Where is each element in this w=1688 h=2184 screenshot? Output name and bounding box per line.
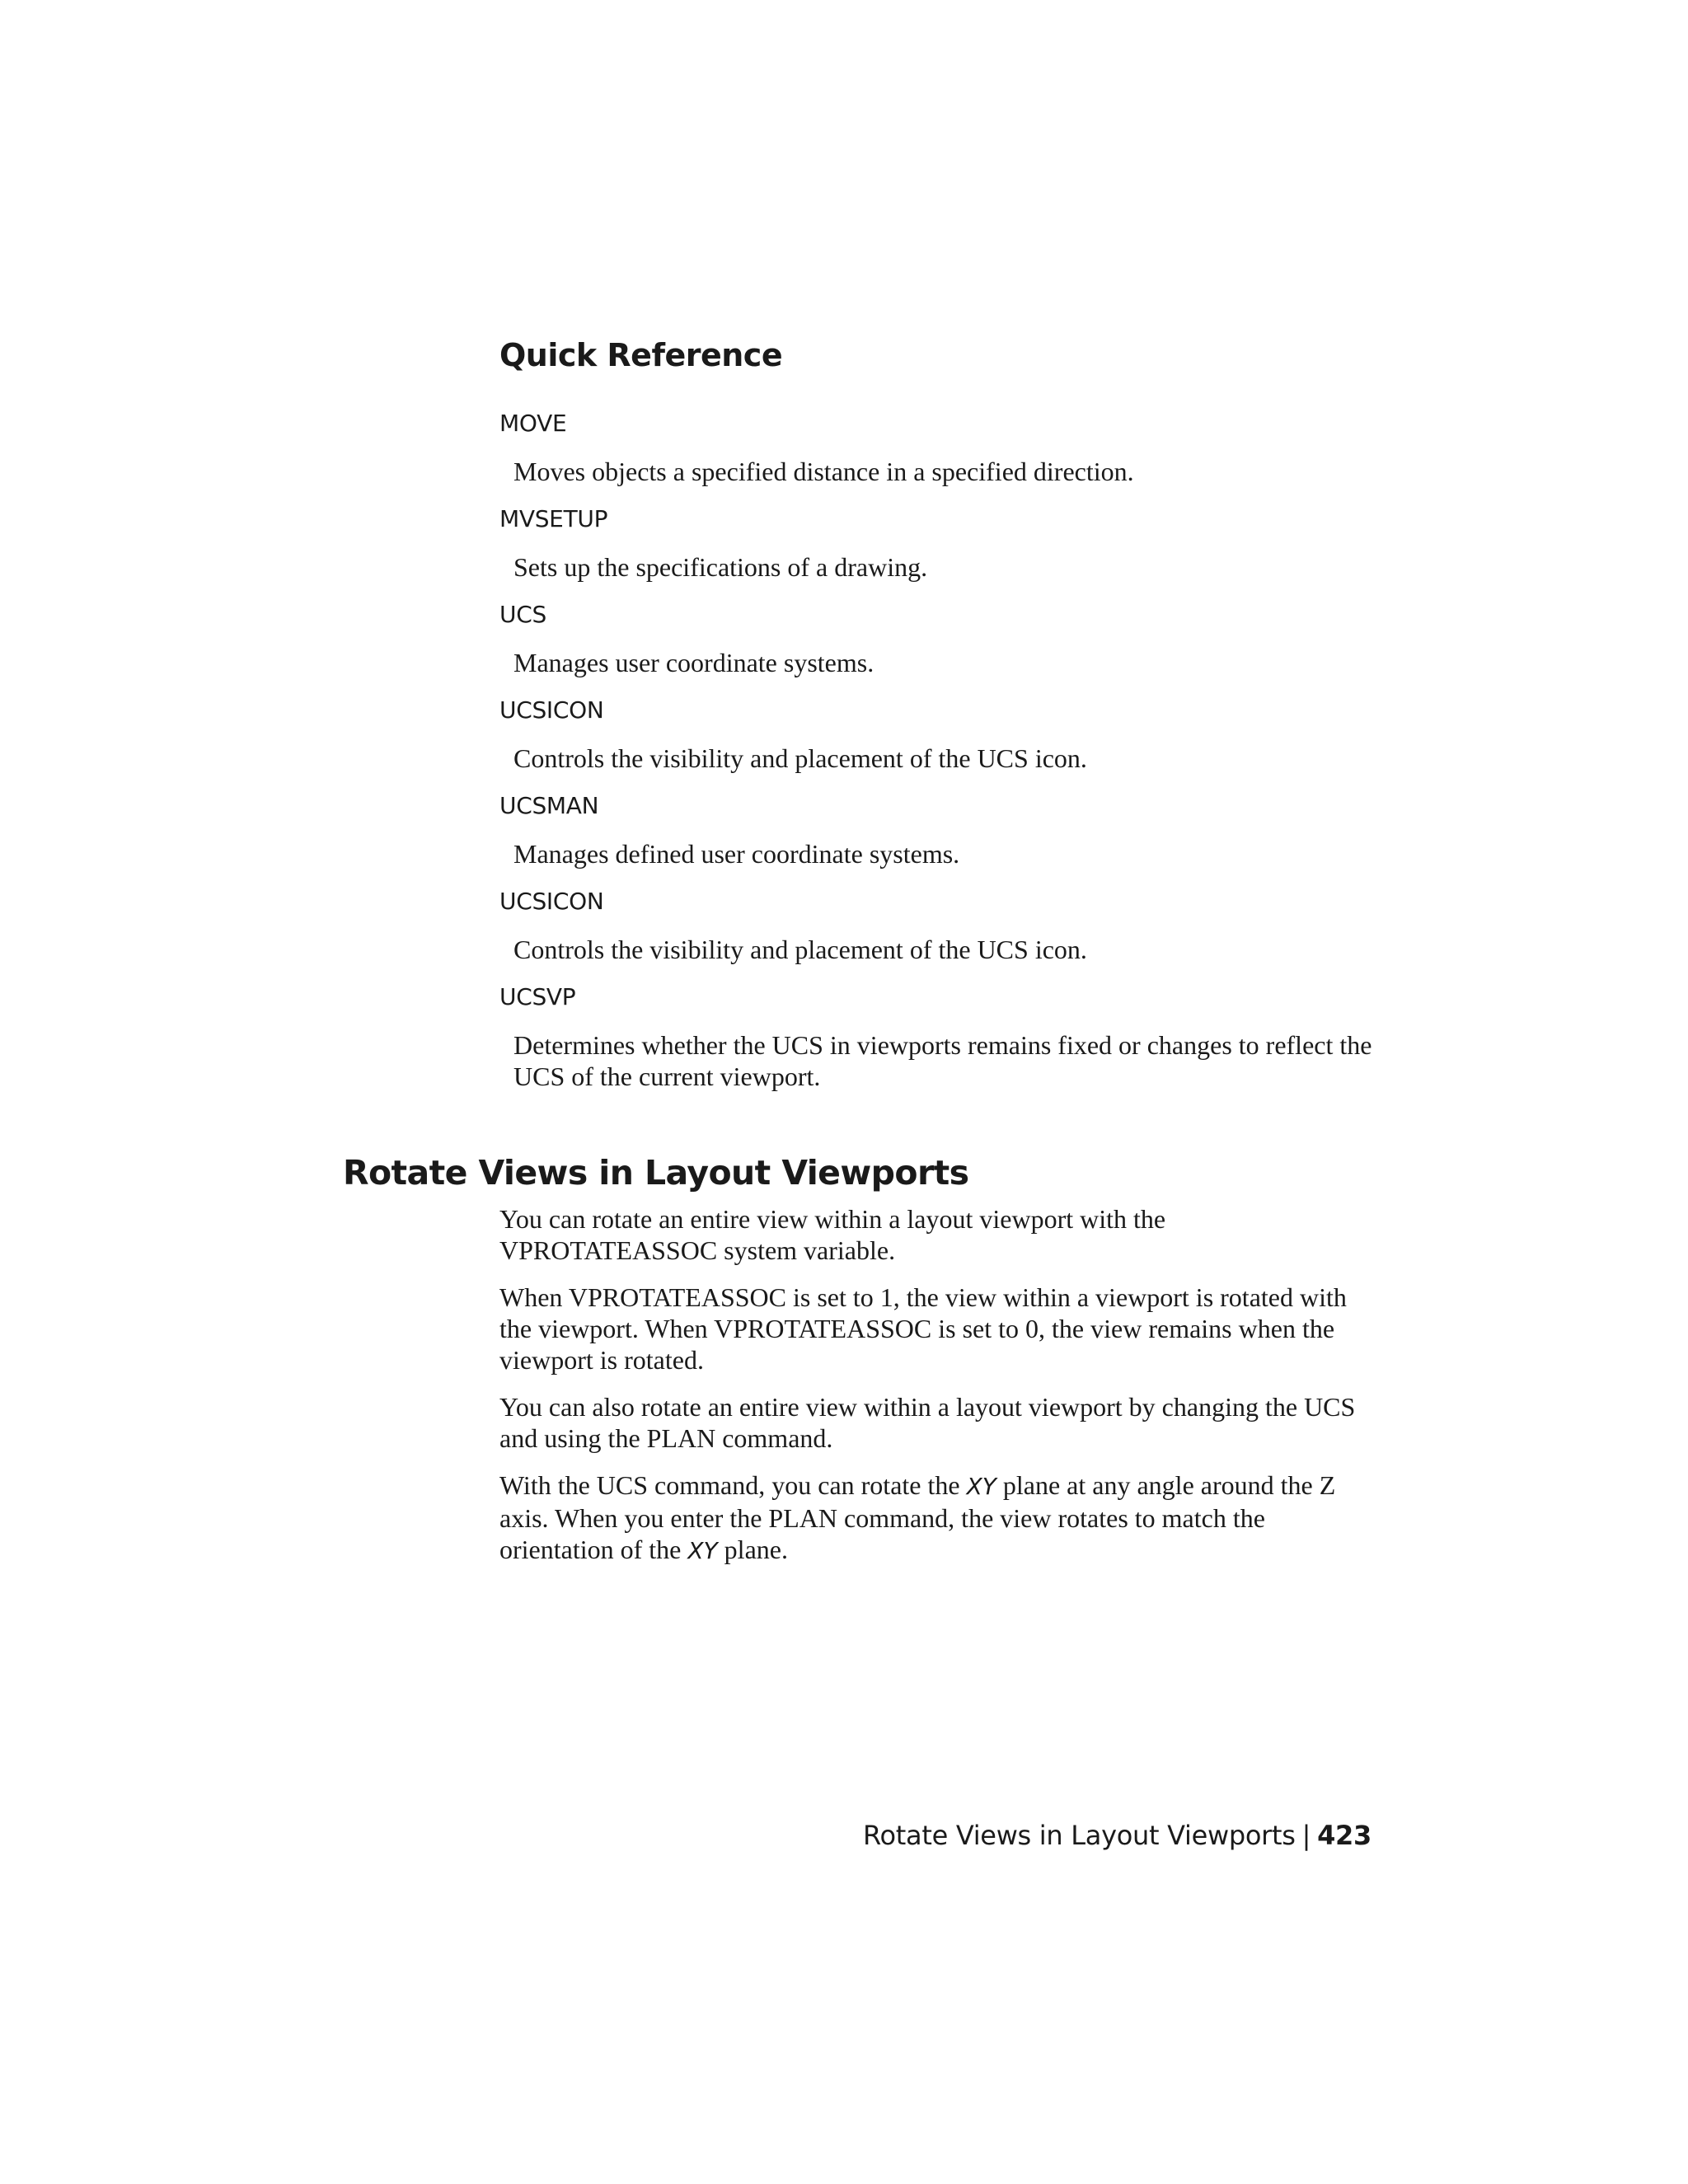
paragraph-3: You can also rotate an entire view within a layout viewport by changing the UCS and using the PLAN command. bbox=[499, 1392, 1356, 1453]
running-title: Rotate Views in Layout Viewports bbox=[862, 1820, 1296, 1851]
page-footer bbox=[863, 1818, 1372, 1853]
paragraph-2: When VPROTATEASSOC is set to 1, the view within a viewport is rotated with the viewport. When VPROTATEASSOC is set to 0, the view remains when the viewport is rotated. bbox=[499, 1282, 1347, 1375]
quick-reference-list bbox=[499, 408, 1373, 1108]
command-name-ucsvp: UCSVP bbox=[499, 983, 576, 1010]
command-description-move: Moves objects a specified distance in a specified direction. bbox=[513, 457, 1134, 486]
section-heading: Rotate Views in Layout Viewports bbox=[343, 1153, 969, 1193]
command-description-ucsicon: Controls the visibility and placement of the UCS icon. bbox=[513, 743, 1087, 773]
xy-term-2: XY bbox=[687, 1537, 718, 1564]
command-name-ucsicon: UCSICON bbox=[499, 696, 604, 724]
command-name-ucsman: UCSMAN bbox=[499, 792, 599, 819]
command-name-ucs: UCS bbox=[499, 601, 546, 628]
quick-reference-heading: Quick Reference bbox=[499, 337, 783, 373]
paragraph-4 bbox=[499, 1469, 1373, 1567]
command-description-ucs: Manages user coordinate systems. bbox=[513, 648, 874, 677]
page-number: 423 bbox=[1317, 1820, 1372, 1851]
xy-term: XY bbox=[966, 1473, 996, 1500]
command-description-ucsman: Manages defined user coordinate systems. bbox=[513, 839, 960, 869]
footer-separator: | bbox=[1301, 1820, 1311, 1851]
command-name-ucsicon-2: UCSICON bbox=[499, 888, 604, 915]
paragraph-4-text-b: plane at any angle around the Z axis. When you enter the PLAN command, the view rotates to match the orientation of the bbox=[499, 1470, 1336, 1564]
section-body bbox=[499, 1203, 1373, 1582]
command-description-ucsvp: Determines whether the UCS in viewports remains fixed or changes to reflect the UCS of the current viewport. bbox=[513, 1030, 1372, 1091]
paragraph-4-text-a: With the UCS command, you can rotate the bbox=[499, 1470, 967, 1500]
paragraph-4-text-c: plane. bbox=[717, 1535, 788, 1564]
command-description-ucsicon-2: Controls the visibility and placement of the UCS icon. bbox=[513, 935, 1087, 964]
command-description-mvsetup: Sets up the specifications of a drawing. bbox=[513, 552, 928, 582]
command-name-move: MOVE bbox=[499, 410, 567, 437]
paragraph-1: You can rotate an entire view within a layout viewport with the VPROTATEASSOC system variable. bbox=[499, 1204, 1166, 1265]
command-name-mvsetup: MVSETUP bbox=[499, 505, 608, 532]
